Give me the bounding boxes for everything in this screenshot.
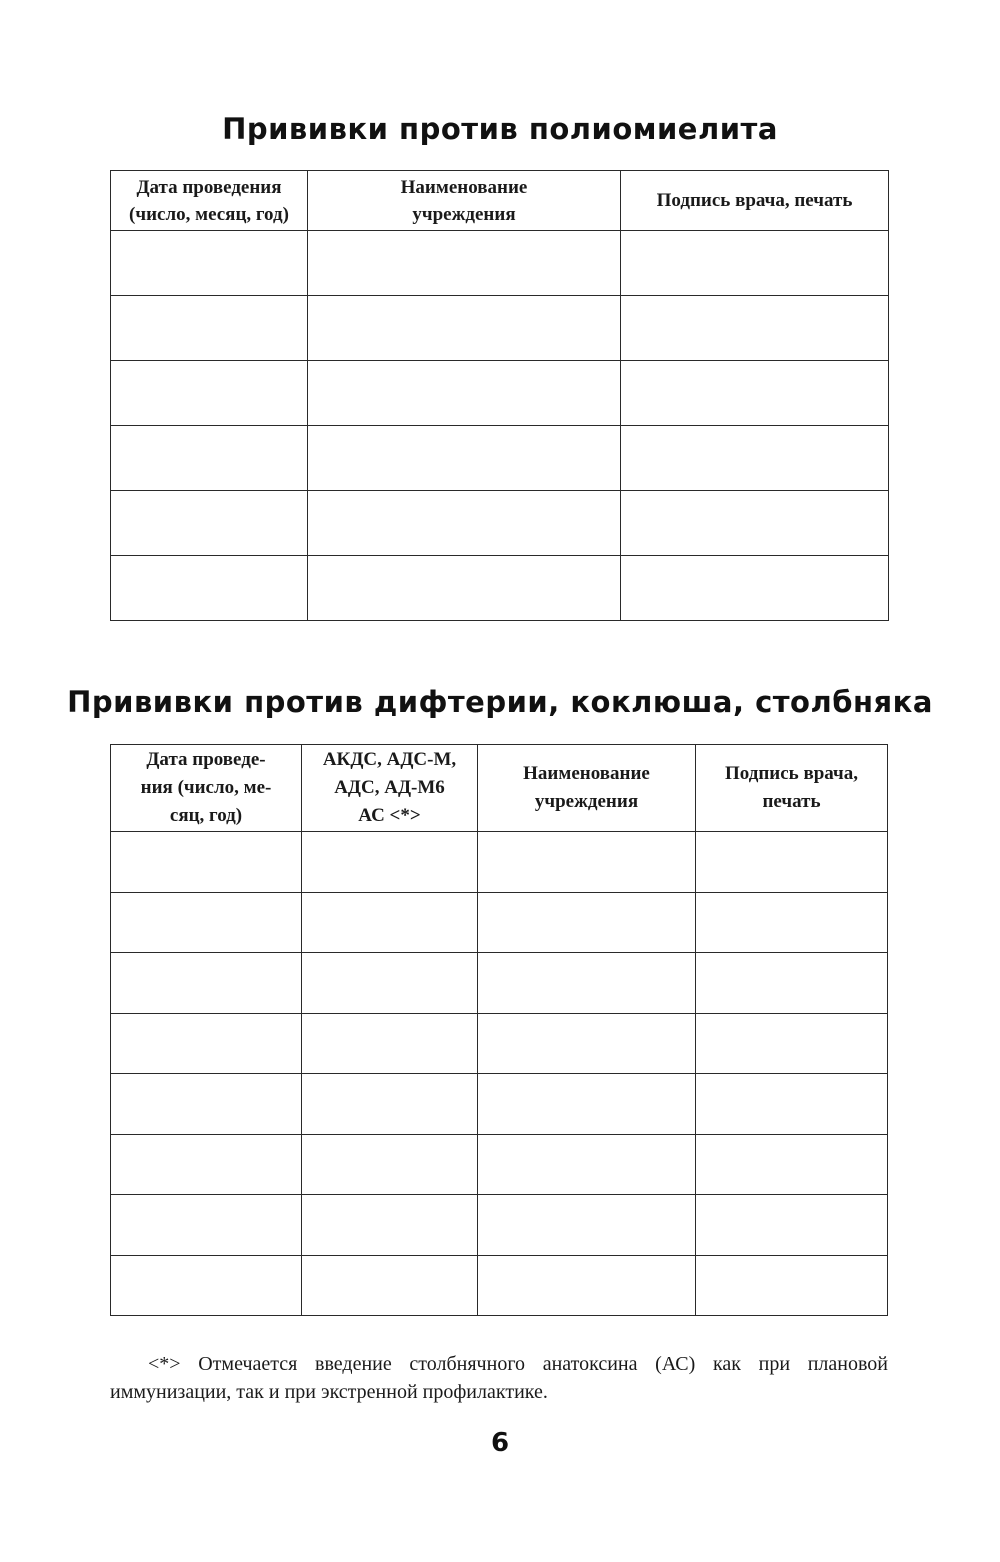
- header-line: Подпись врача, печать: [725, 763, 858, 812]
- empty-entry-cell[interactable]: [302, 1255, 478, 1316]
- empty-entry-cell[interactable]: [478, 1013, 696, 1074]
- table-row: [111, 1074, 888, 1135]
- table-row: [111, 892, 888, 953]
- table-row: [111, 1134, 888, 1195]
- empty-entry-cell[interactable]: [478, 1074, 696, 1135]
- table-row: [111, 1195, 888, 1256]
- empty-entry-cell[interactable]: [621, 491, 889, 556]
- polio-section-title: Прививки против полиомиелита: [222, 112, 778, 146]
- table-row: [111, 361, 889, 426]
- table-row: [111, 491, 889, 556]
- table-row: [111, 296, 889, 361]
- empty-entry-cell[interactable]: [111, 832, 302, 893]
- empty-entry-cell[interactable]: [478, 1255, 696, 1316]
- empty-entry-cell[interactable]: [621, 231, 889, 296]
- empty-entry-cell[interactable]: [696, 1134, 888, 1195]
- empty-entry-cell[interactable]: [478, 892, 696, 953]
- empty-entry-cell[interactable]: [302, 1195, 478, 1256]
- empty-entry-cell[interactable]: [696, 1013, 888, 1074]
- empty-entry-cell[interactable]: [111, 556, 308, 621]
- empty-entry-cell[interactable]: [111, 491, 308, 556]
- empty-entry-cell[interactable]: [621, 426, 889, 491]
- empty-entry-cell[interactable]: [696, 832, 888, 893]
- table-header-row: [111, 745, 888, 832]
- page-number: 6: [490, 1428, 510, 1458]
- empty-entry-cell[interactable]: [302, 892, 478, 953]
- table-row: [111, 556, 889, 621]
- dtp-table-body: [111, 832, 888, 1316]
- column-header-signature: [621, 171, 889, 231]
- column-header-institution: [478, 745, 696, 832]
- empty-entry-cell[interactable]: [111, 1074, 302, 1135]
- polio-vaccination-table: [110, 170, 889, 621]
- empty-entry-cell[interactable]: [478, 953, 696, 1014]
- header-line: Дата проведе- ния (число, ме- сяц, год): [140, 749, 272, 826]
- empty-entry-cell[interactable]: [696, 1255, 888, 1316]
- dtp-vaccination-table: [110, 744, 888, 1316]
- empty-entry-cell[interactable]: [302, 832, 478, 893]
- empty-entry-cell[interactable]: [111, 1013, 302, 1074]
- empty-entry-cell[interactable]: [696, 1195, 888, 1256]
- empty-entry-cell[interactable]: [696, 892, 888, 953]
- header-line: Подпись врача, печать: [656, 190, 853, 211]
- empty-entry-cell[interactable]: [308, 556, 621, 621]
- empty-entry-cell[interactable]: [308, 426, 621, 491]
- empty-entry-cell[interactable]: [302, 953, 478, 1014]
- table-row: [111, 1255, 888, 1316]
- dtp-section-title: Прививки против дифтерии, коклюша, столбняка: [67, 685, 933, 719]
- empty-entry-cell[interactable]: [111, 361, 308, 426]
- table-header-row: [111, 171, 889, 231]
- empty-entry-cell[interactable]: [302, 1074, 478, 1135]
- empty-entry-cell[interactable]: [111, 892, 302, 953]
- empty-entry-cell[interactable]: [478, 1134, 696, 1195]
- empty-entry-cell[interactable]: [111, 296, 308, 361]
- table-row: [111, 426, 889, 491]
- table-row: [111, 231, 889, 296]
- column-header-institution: [308, 171, 621, 231]
- column-header-date: [111, 171, 308, 231]
- table-row: [111, 953, 888, 1014]
- empty-entry-cell[interactable]: [621, 296, 889, 361]
- polio-table-body: [111, 231, 889, 621]
- empty-entry-cell[interactable]: [478, 832, 696, 893]
- empty-entry-cell[interactable]: [696, 953, 888, 1014]
- header-line: Дата проведения (число, месяц, год): [129, 176, 289, 225]
- column-header-date: [111, 745, 302, 832]
- table-row: [111, 832, 888, 893]
- empty-entry-cell[interactable]: [302, 1134, 478, 1195]
- empty-entry-cell[interactable]: [621, 556, 889, 621]
- column-header-signature: [696, 745, 888, 832]
- header-line: Наименование учреждения: [523, 763, 650, 812]
- empty-entry-cell[interactable]: [696, 1074, 888, 1135]
- footnote: <*> Отмечается введение столбнячного анатоксина (АС) как при плановой иммунизации, так и при экстренной профилактике.: [110, 1353, 888, 1403]
- header-line: АКДС, АДС-М, АДС, АД-М6 АС <*>: [322, 749, 457, 826]
- column-header-vaccine: [302, 745, 478, 832]
- empty-entry-cell[interactable]: [621, 361, 889, 426]
- empty-entry-cell[interactable]: [478, 1195, 696, 1256]
- empty-entry-cell[interactable]: [111, 426, 308, 491]
- empty-entry-cell[interactable]: [308, 296, 621, 361]
- empty-entry-cell[interactable]: [302, 1013, 478, 1074]
- empty-entry-cell[interactable]: [308, 491, 621, 556]
- header-line: Наименование учреждения: [400, 176, 528, 225]
- empty-entry-cell[interactable]: [111, 1195, 302, 1256]
- empty-entry-cell[interactable]: [111, 1255, 302, 1316]
- table-row: [111, 1013, 888, 1074]
- empty-entry-cell[interactable]: [308, 231, 621, 296]
- empty-entry-cell[interactable]: [111, 953, 302, 1014]
- empty-entry-cell[interactable]: [111, 1134, 302, 1195]
- empty-entry-cell[interactable]: [111, 231, 308, 296]
- empty-entry-cell[interactable]: [308, 361, 621, 426]
